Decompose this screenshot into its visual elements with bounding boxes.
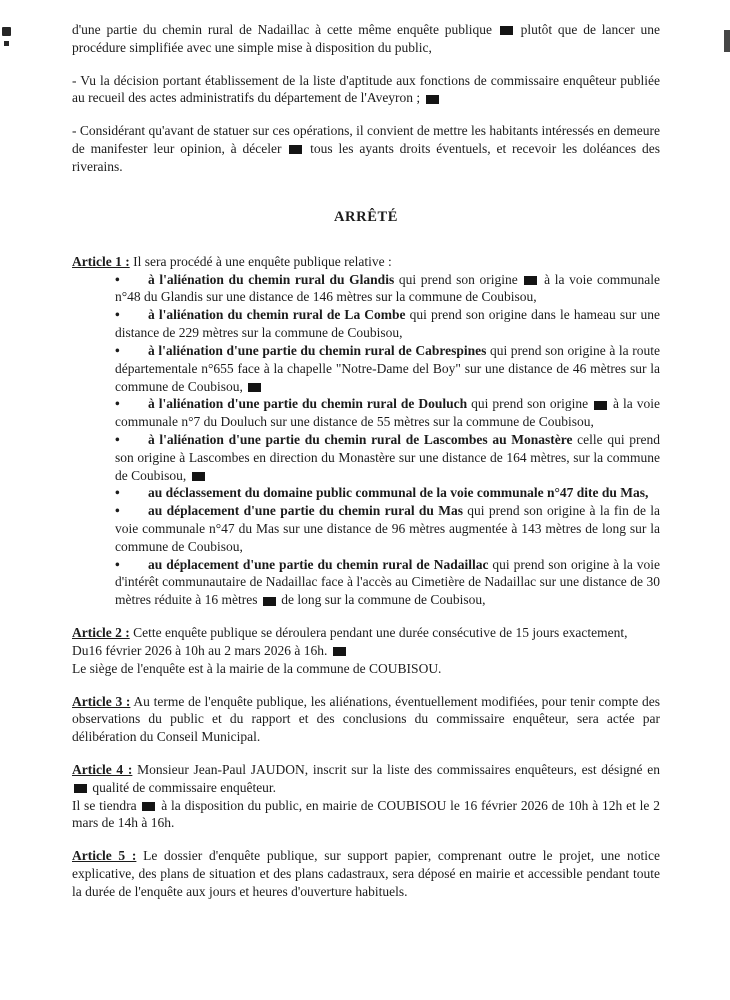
- redaction-box: [192, 472, 205, 481]
- text-run: Du16 février 2026 à 10h au 2 mars 2026 à 16h.: [72, 642, 331, 658]
- bold-text-run: à l'aliénation d'une partie du chemin rural de Cabrespines: [148, 342, 487, 358]
- paragraph: [72, 21, 660, 57]
- text-run: plutôt que de lancer une procédure simplifiée avec une simple mise à disposition du public,: [72, 22, 660, 55]
- text-run: Le dossier d'enquête publique, sur support papier, comprenant outre le projet, une notice explicative, des plans de situation et des plans cadastraux, sera déposé en mairie et accessible pendant toute la durée de l'enquête aux jours et heures d'ouverture habituels.: [72, 848, 660, 899]
- redaction-box: [248, 383, 261, 392]
- bullet-icon: •: [115, 396, 120, 412]
- paragraph: [72, 253, 660, 271]
- scan-artifact: [724, 30, 730, 52]
- redaction-box: [594, 401, 607, 410]
- text-run: d'une partie du chemin rural de Nadaillac à cette même enquête publique: [72, 22, 498, 37]
- bullet-icon: •: [115, 556, 120, 572]
- bold-text-run: à l'aliénation du chemin rural de La Combe: [148, 307, 406, 323]
- text-run: celle qui prend son origine à Lascombes en direction du Monastère sur une distance de 164 mètres, sur la commune de Coubisou,: [115, 431, 660, 483]
- bullet-item: [115, 484, 660, 502]
- text-run: qui prend son origine à la voie d'intérêt communautaire de Nadaillac face à l'accès au Cimetière de Nadaillac sur une distance de 30 mètres réduite à 16 mètres: [115, 556, 660, 608]
- article-label: Article 1 :: [72, 253, 130, 269]
- text-run: qui prend son origine: [394, 271, 523, 287]
- bold-text-run: à l'aliénation du chemin rural du Glandis: [148, 271, 395, 287]
- paragraph: [72, 122, 660, 175]
- bullet-icon: •: [115, 271, 120, 287]
- redaction-box: [524, 276, 537, 285]
- paragraph: [72, 693, 660, 746]
- redaction-box: [500, 26, 513, 35]
- bullet-icon: •: [115, 307, 120, 323]
- text-run: à la disposition du public, en mairie de COUBISOU le 16 février 2026 de 10h à 12h et le 2 mars de 14h à 16h.: [72, 797, 660, 831]
- text-run: qualité de commissaire enquêteur.: [89, 779, 277, 795]
- bold-text-run: à l'aliénation d'une partie du chemin rural de Lascombes au Monastère: [148, 431, 573, 447]
- paragraph: [72, 761, 660, 832]
- bullet-item: [115, 556, 660, 609]
- bullet-icon: •: [115, 485, 120, 501]
- text-run: qui prend son origine: [467, 396, 593, 412]
- text-run: - Vu la décision portant établissement de la liste d'aptitude aux fonctions de commissaire enquêteur publiée au recueil des actes administratifs du département de l'Aveyron ;: [72, 72, 660, 106]
- text-run: qui prend son origine à la fin de la voie communale n°47 du Mas sur une distance de 96 mètres augmentée à 143 mètres de long sur la commune de Coubisou,: [115, 503, 660, 554]
- paragraph: [72, 847, 660, 900]
- text-run: de long sur la commune de Coubisou,: [277, 592, 486, 608]
- text-run: qui prend son origine dans le hameau sur une distance de 229 mètres sur la commune de Coubisou,: [115, 307, 661, 341]
- bullet-icon: •: [115, 431, 120, 447]
- article-label: Article 5 :: [72, 848, 137, 864]
- paragraph: [72, 624, 660, 677]
- articles-section: [72, 253, 660, 901]
- bullet-item: [115, 502, 660, 555]
- text-run: à la voie communale n°48 du Glandis sur une distance de 146 mètres sur la commune de Coubisou,: [115, 271, 660, 305]
- article-label: Article 2 :: [72, 625, 130, 641]
- redaction-box: [263, 597, 276, 606]
- text-run: qui prend son origine à la route départementale n°655 face à la chapelle "Notre-Dame del Boy" sur une distance de 46 mètres sur la commune de Coubisou,: [115, 342, 660, 394]
- redaction-box: [142, 802, 155, 811]
- bullet-item: [115, 342, 660, 395]
- bold-text-run: au déplacement d'une partie du chemin rural de Nadaillac: [148, 556, 489, 572]
- text-run: à la voie communale n°7 du Douluch sur une distance de 55 mètres sur la commune de Coubisou,: [115, 396, 660, 430]
- redaction-box: [289, 145, 302, 154]
- text-run: tous les ayants droits éventuels, et recevoir les doléances des riverains.: [72, 141, 660, 174]
- text-run: Au terme de l'enquête publique, les aliénations, éventuellement modifiées, pour tenir compte des observations du public et du rapport et des conclusions du commissaire enquêteur, sera actée par délibération du Conseil Municipal.: [72, 693, 660, 745]
- bullet-item: [115, 431, 660, 484]
- text-run: Il sera procédé à une enquête publique relative :: [129, 253, 392, 269]
- bullet-item: [115, 306, 660, 342]
- redaction-box: [74, 784, 87, 793]
- scan-artifact: [4, 41, 9, 46]
- redaction-box: [333, 647, 346, 656]
- bullet-icon: •: [115, 342, 120, 358]
- bold-text-run: au déclassement du domaine public communal de la voie communale n°47 dite du Mas,: [148, 485, 649, 501]
- decree-title: ARRÊTÉ: [333, 208, 399, 225]
- paragraph: [72, 72, 660, 108]
- text-run: Le siège de l'enquête est à la mairie de la commune de COUBISOU.: [72, 660, 442, 676]
- text-run: - Considérant qu'avant de statuer sur ces opérations, il convient de mettre les habitants intéressés en demeure de manifester leur opinion, à déceler: [72, 123, 660, 157]
- bullet-icon: •: [115, 503, 120, 519]
- bullet-item: [115, 395, 660, 431]
- intro-section: [72, 21, 660, 176]
- bold-text-run: à l'aliénation d'une partie du chemin rural de Douluch: [148, 396, 468, 412]
- text-run: Il se tiendra: [72, 797, 141, 813]
- text-run: Cette enquête publique se déroulera pendant une durée consécutive de 15 jours exactement,: [129, 625, 628, 641]
- bullet-item: [115, 271, 660, 307]
- article-label: Article 3 :: [72, 693, 131, 709]
- bold-text-run: au déplacement d'une partie du chemin rural du Mas: [148, 503, 463, 519]
- text-run: Monsieur Jean-Paul JAUDON, inscrit sur la liste des commissaires enquêteurs, est désigné en: [132, 761, 660, 777]
- scan-artifact: [2, 27, 11, 36]
- redaction-box: [426, 95, 439, 104]
- article-label: Article 4 :: [72, 761, 133, 777]
